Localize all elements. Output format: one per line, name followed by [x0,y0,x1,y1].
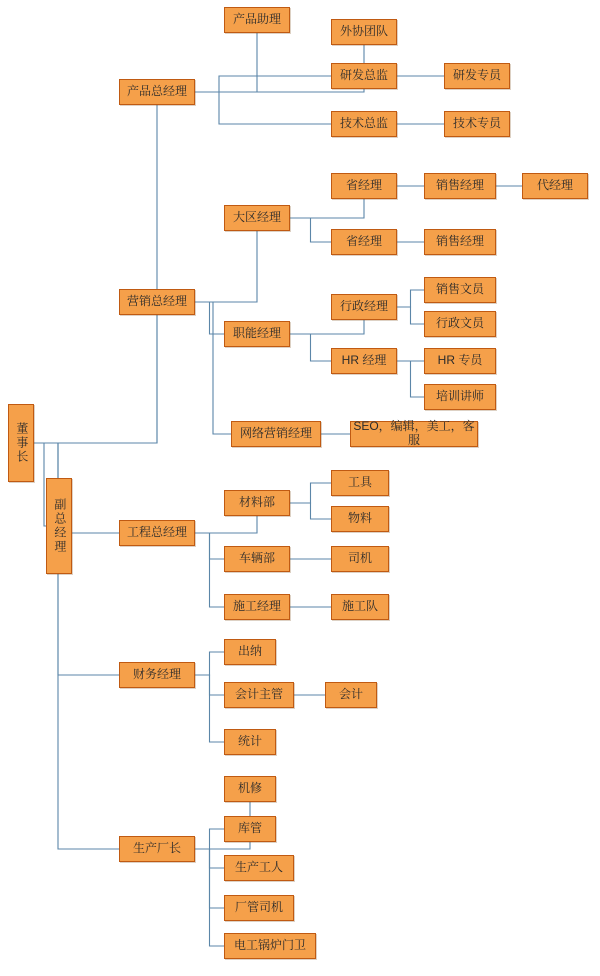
org-node-warehouse[interactable]: 库管 [224,816,276,842]
org-node-production_worker[interactable]: 生产工人 [224,855,294,881]
org-node-statistician[interactable]: 统计 [224,729,276,755]
org-node-marketing_gm[interactable]: 营销总经理 [119,289,195,315]
org-node-tech_director[interactable]: 技术总监 [331,111,397,137]
org-node-region_mgr[interactable]: 大区经理 [224,205,290,231]
connector-region_mgr-to-province_mgr_2 [290,218,331,242]
connector-admin_mgr-to-sales_clerk [397,290,424,307]
connector-admin_mgr-to-admin_clerk [397,307,424,324]
org-node-factory_driver[interactable]: 厂管司机 [224,895,294,921]
org-node-construction_mgr[interactable]: 施工经理 [224,594,290,620]
org-node-online_marketing_mgr[interactable]: 网络营销经理 [231,421,321,447]
org-node-construction_team[interactable]: 施工队 [331,594,389,620]
connector-factory_director-to-electrician_boiler_guard [195,849,224,946]
connector-product_gm-to-rd_director [195,76,331,92]
org-node-vice_gm[interactable]: 副总经理 [46,478,72,574]
org-node-chairman[interactable]: 董事长 [8,404,34,482]
org-node-driver[interactable]: 司机 [331,546,389,572]
connector-engineering_gm-to-construction_mgr [195,533,224,607]
org-node-finance_mgr[interactable]: 财务经理 [119,662,195,688]
org-node-outsourcing_team[interactable]: 外协团队 [331,19,397,45]
connector-material_dept-to-supplies [290,503,331,519]
org-node-trainer[interactable]: 培训讲师 [424,384,496,410]
org-node-seo_team[interactable]: SEO，编辑，美工，客服 [350,421,478,447]
org-node-accountant[interactable]: 会计 [325,682,377,708]
org-node-accounting_supervisor[interactable]: 会计主管 [224,682,294,708]
connector-engineering_gm-to-vehicle_dept [195,533,224,559]
connector-factory_director-to-factory_driver [195,849,224,908]
org-node-tech_specialist[interactable]: 技术专员 [444,111,510,137]
org-node-rd_specialist[interactable]: 研发专员 [444,63,510,89]
connector-product_gm-to-tech_director [195,92,331,124]
org-node-product_assistant[interactable]: 产品助理 [224,7,290,33]
org-node-engineering_gm[interactable]: 工程总经理 [119,520,195,546]
org-node-material_dept[interactable]: 材料部 [224,490,290,516]
org-node-sales_clerk[interactable]: 销售文员 [424,277,496,303]
org-node-product_gm[interactable]: 产品总经理 [119,79,195,105]
connector-factory_director-to-production_worker [195,849,224,868]
org-node-cashier[interactable]: 出纳 [224,639,276,665]
org-node-tools[interactable]: 工具 [331,470,389,496]
org-node-function_mgr[interactable]: 职能经理 [224,321,290,347]
connector-chairman-to-product_gm [34,79,157,443]
org-node-supplies[interactable]: 物料 [331,506,389,532]
org-node-vehicle_dept[interactable]: 车辆部 [224,546,290,572]
org-node-electrician_boiler_guard[interactable]: 电工锅炉门卫 [224,933,316,959]
org-node-sales_mgr_2[interactable]: 销售经理 [424,229,496,255]
connector-finance_mgr-to-cashier [195,652,224,675]
connector-chairman-to-vice_gm [34,443,46,526]
org-node-hr_specialist[interactable]: HR 专员 [424,348,496,374]
org-node-province_mgr_2[interactable]: 省经理 [331,229,397,255]
connector-finance_mgr-to-accounting_supervisor [195,675,224,695]
org-node-sales_mgr_1[interactable]: 销售经理 [424,173,496,199]
org-node-agent_mgr[interactable]: 代经理 [522,173,588,199]
org-node-maintenance[interactable]: 机修 [224,776,276,802]
connector-factory_director-to-warehouse [195,829,224,849]
org-node-rd_director[interactable]: 研发总监 [331,63,397,89]
org-node-province_mgr_1[interactable]: 省经理 [331,173,397,199]
connector-material_dept-to-tools [290,483,331,503]
org-node-admin_clerk[interactable]: 行政文员 [424,311,496,337]
connector-function_mgr-to-hr_mgr [290,334,331,361]
org-node-factory_director[interactable]: 生产厂长 [119,836,195,862]
connector-finance_mgr-to-statistician [195,675,224,742]
org-node-admin_mgr[interactable]: 行政经理 [331,294,397,320]
connector-hr_mgr-to-trainer [397,361,424,397]
connector-marketing_gm-to-function_mgr [195,302,224,334]
org-node-hr_mgr[interactable]: HR 经理 [331,348,397,374]
